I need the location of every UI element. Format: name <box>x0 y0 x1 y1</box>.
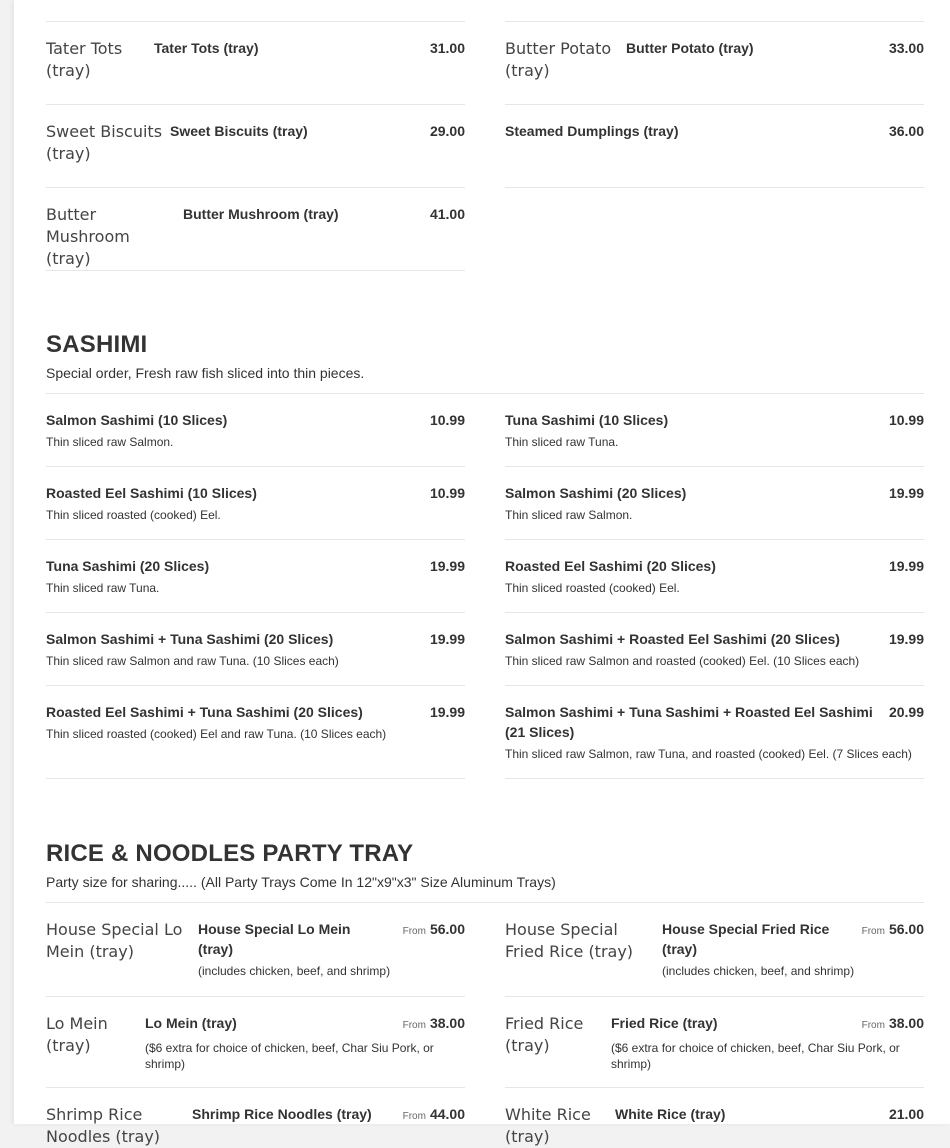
menu-item[interactable] <box>505 394 924 467</box>
item-name[interactable]: Roasted Eel Sashimi (10 Slices) <box>46 485 257 501</box>
item-name[interactable]: Tuna Sashimi (20 Slices) <box>46 558 210 574</box>
item-description: Thin sliced raw Salmon and raw Tuna. (10 Slices each) <box>46 654 339 668</box>
menu-item[interactable] <box>505 22 924 105</box>
menu-item[interactable] <box>46 105 465 188</box>
menu-item[interactable] <box>505 903 924 997</box>
item-name[interactable]: Tuna Sashimi (10 Slices) <box>505 412 669 428</box>
item-name[interactable]: Roasted Eel Sashimi + Tuna Sashimi (20 Slices) <box>46 704 363 720</box>
item-description: ($6 extra for choice of chicken, beef, Char Siu Pork, or shrimp) <box>611 1041 900 1071</box>
item-name[interactable]: Salmon Sashimi + Roasted Eel Sashimi (20 Slices) <box>505 631 840 647</box>
menu-item[interactable] <box>505 613 924 686</box>
price-value: 38.00 <box>429 1015 465 1031</box>
menu-item[interactable] <box>46 903 465 997</box>
menu-item[interactable] <box>46 613 465 686</box>
item-name[interactable]: Salmon Sashimi (20 Slices) <box>505 485 687 501</box>
item-price <box>403 1013 465 1036</box>
item-price: 21.00 <box>888 1106 924 1122</box>
item-image[interactable]: Tater Tots (tray) <box>46 39 123 80</box>
item-description: Thin sliced raw Salmon and roasted (cooked) Eel. (10 Slices each) <box>505 654 860 668</box>
item-description: ($6 extra for choice of chicken, beef, Char Siu Pork, or shrimp) <box>145 1041 434 1071</box>
item-price: 10.99 <box>429 485 465 501</box>
menu-item[interactable] <box>505 105 924 188</box>
item-price: 19.99 <box>429 704 465 720</box>
menu-item[interactable] <box>46 394 465 467</box>
section-title-sashimi: SASHIMI <box>46 331 148 358</box>
item-price: 19.99 <box>888 558 924 574</box>
item-image[interactable]: Butter Potato (tray) <box>505 39 612 80</box>
item-price: 19.99 <box>888 631 924 647</box>
menu-item[interactable] <box>505 997 924 1088</box>
item-description: Thin sliced roasted (cooked) Eel. <box>505 581 680 595</box>
item-description: Thin sliced roasted (cooked) Eel. <box>46 508 221 522</box>
item-name[interactable]: Lo Mein (tray) <box>145 1015 237 1031</box>
item-price: 19.99 <box>888 485 924 501</box>
item-image[interactable]: House Special Fried Rice (tray) <box>505 920 634 961</box>
section-subtitle: Party size for sharing..... (All Party Trays Come In 12"x9"x3" Size Aluminum Trays) <box>46 874 556 890</box>
item-price: 10.99 <box>429 412 465 428</box>
item-name[interactable]: Tater Tots (tray) <box>154 40 259 56</box>
price-value: 44.00 <box>429 1106 465 1122</box>
item-name[interactable]: House Special Fried Rice (tray) <box>662 921 830 957</box>
item-name[interactable]: Fried Rice (tray) <box>611 1015 718 1031</box>
item-name[interactable]: Butter Mushroom (tray) <box>183 206 339 222</box>
section-subtitle: Special order, Fresh raw fish sliced into thin pieces. <box>46 365 365 381</box>
from-label: From <box>402 926 426 937</box>
item-price: 19.99 <box>429 631 465 647</box>
item-description: Thin sliced roasted (cooked) Eel and raw Tuna. (10 Slices each) <box>46 727 387 741</box>
item-name[interactable]: White Rice (tray) <box>615 1106 726 1122</box>
section-title-rice-noodles: RICE & NOODLES PARTY TRAY <box>46 840 414 867</box>
item-name[interactable]: House Special Lo Mein (tray) <box>198 921 351 957</box>
menu-item[interactable] <box>505 467 924 540</box>
menu-item[interactable] <box>46 540 465 613</box>
from-label: From <box>861 926 885 937</box>
item-price: 36.00 <box>888 123 924 139</box>
menu-item[interactable] <box>505 540 924 613</box>
item-description: Thin sliced raw Salmon. <box>46 435 174 449</box>
from-label: From <box>402 1020 426 1031</box>
item-description: Thin sliced raw Tuna. <box>505 435 619 449</box>
item-price: 41.00 <box>429 206 465 222</box>
item-image[interactable]: White Rice (tray) <box>505 1105 591 1146</box>
item-description: (includes chicken, beef, and shrimp) <box>662 964 855 978</box>
menu-item[interactable] <box>46 997 465 1088</box>
item-image[interactable]: Sweet Biscuits (tray) <box>46 122 163 163</box>
menu-item[interactable] <box>46 1088 465 1148</box>
item-description: Thin sliced raw Salmon, raw Tuna, and roasted (cooked) Eel. (7 Slices each) <box>505 747 912 761</box>
from-label: From <box>861 1020 885 1031</box>
item-price <box>862 919 924 942</box>
menu-item[interactable] <box>46 467 465 540</box>
item-description: Thin sliced raw Tuna. <box>46 581 160 595</box>
item-name[interactable]: Shrimp Rice Noodles (tray) <box>192 1106 372 1122</box>
from-label: From <box>402 1111 426 1122</box>
menu-item[interactable] <box>46 22 465 105</box>
item-name[interactable]: Salmon Sashimi + Tuna Sashimi + Roasted Eel Sashimi (21 Slices) <box>505 704 873 740</box>
item-description: (includes chicken, beef, and shrimp) <box>198 964 391 978</box>
item-price: 19.99 <box>429 558 465 574</box>
item-price <box>403 919 465 942</box>
item-name[interactable]: Sweet Biscuits (tray) <box>170 123 308 139</box>
item-price: 10.99 <box>888 412 924 428</box>
menu-item[interactable] <box>505 686 924 779</box>
item-image[interactable]: Shrimp Rice Noodles (tray) <box>46 1105 161 1146</box>
price-value: 56.00 <box>429 921 465 937</box>
item-image[interactable]: Lo Mein (tray) <box>46 1014 108 1055</box>
menu-item[interactable] <box>46 686 465 779</box>
price-value: 38.00 <box>888 1015 924 1031</box>
item-image[interactable]: House Special Lo Mein (tray) <box>46 920 183 961</box>
item-name[interactable]: Steamed Dumplings (tray) <box>505 123 679 139</box>
item-price: 33.00 <box>888 40 924 56</box>
menu-item[interactable] <box>46 188 465 271</box>
item-price <box>862 1013 924 1036</box>
item-name[interactable]: Salmon Sashimi + Tuna Sashimi (20 Slices) <box>46 631 334 647</box>
item-price: 31.00 <box>429 40 465 56</box>
item-name[interactable]: Salmon Sashimi (10 Slices) <box>46 412 228 428</box>
price-value: 56.00 <box>888 921 924 937</box>
item-description: Thin sliced raw Salmon. <box>505 508 633 522</box>
item-image[interactable]: Fried Rice (tray) <box>505 1014 584 1055</box>
item-price: 29.00 <box>429 123 465 139</box>
item-name[interactable]: Butter Potato (tray) <box>626 40 754 56</box>
item-image[interactable]: Butter Mushroom (tray) <box>46 205 130 268</box>
menu-item[interactable] <box>505 1088 924 1148</box>
item-price: 20.99 <box>888 704 924 720</box>
item-name[interactable]: Roasted Eel Sashimi (20 Slices) <box>505 558 716 574</box>
